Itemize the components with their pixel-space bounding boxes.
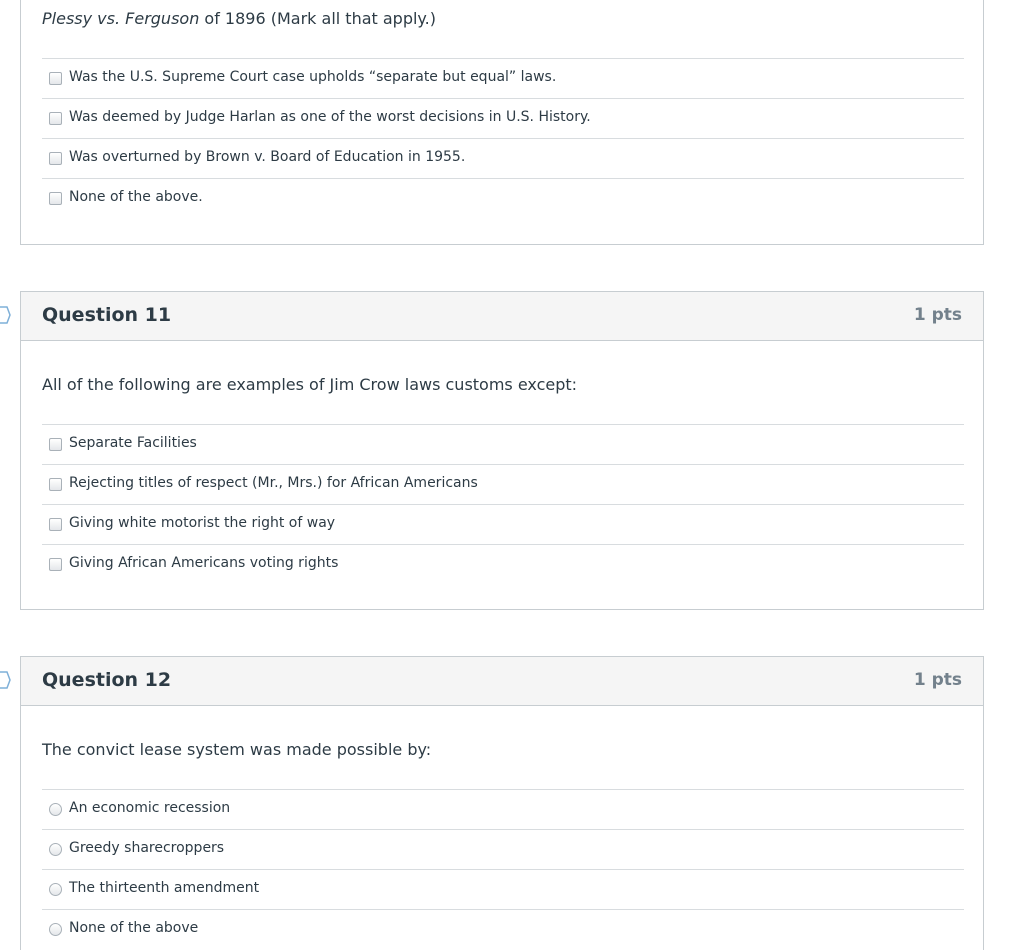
answer-option[interactable] [42,464,964,504]
checkbox-icon[interactable] [49,112,62,125]
answer-label[interactable]: Rejecting titles of respect (Mr., Mrs.) for African Americans [69,475,478,491]
radio-icon[interactable] [49,803,62,816]
question-12-header [21,657,983,706]
answer-option[interactable] [42,544,964,584]
question-10-answers [42,58,964,218]
question-12-points: 1 pts [913,670,962,690]
checkbox-icon[interactable] [49,438,62,451]
checkbox-icon[interactable] [49,518,62,531]
radio-icon[interactable] [49,843,62,856]
question-12-card [20,656,984,950]
answer-label[interactable]: Giving white motorist the right of way [69,515,336,531]
question-11-answers [42,424,964,584]
answer-label[interactable]: Was the U.S. Supreme Court case upholds “separate but equal” laws. [69,69,557,85]
question-10-text-italic: Plessy vs. Ferguson [42,9,200,28]
answer-label[interactable]: Greedy sharecroppers [69,840,225,856]
answer-label[interactable]: Giving African Americans voting rights [69,555,339,571]
answer-label[interactable]: None of the above [69,920,199,936]
answer-option[interactable] [42,789,964,829]
answer-option[interactable] [42,869,964,909]
question-11-text: All of the following are examples of Jim Crow laws customs except: [42,375,578,394]
radio-icon[interactable] [49,923,62,936]
answer-option[interactable] [42,98,964,138]
question-12-answers [42,789,964,949]
answer-option[interactable] [42,504,964,544]
question-10-text [42,9,436,28]
answer-label[interactable]: None of the above. [69,189,203,205]
question-11-title: Question 11 [42,304,172,326]
answer-label[interactable]: Was deemed by Judge Harlan as one of the worst decisions in U.S. History. [69,109,591,125]
question-12-text: The convict lease system was made possible by: [42,740,432,759]
answer-option[interactable] [42,424,964,464]
answer-option[interactable] [42,829,964,869]
checkbox-icon[interactable] [49,152,62,165]
question-11-header [21,292,983,341]
radio-icon[interactable] [49,883,62,896]
flag-icon[interactable] [0,306,11,324]
checkbox-icon[interactable] [49,478,62,491]
question-12-title: Question 12 [42,669,172,691]
question-10-text-rest: of 1896 (Mark all that apply.) [199,9,436,28]
answer-label[interactable]: An economic recession [69,800,231,816]
checkbox-icon[interactable] [49,558,62,571]
flag-icon[interactable] [0,671,11,689]
question-11-card [20,291,984,610]
answer-option[interactable] [42,909,964,949]
answer-option[interactable] [42,138,964,178]
checkbox-icon[interactable] [49,72,62,85]
question-11-points: 1 pts [913,305,962,325]
checkbox-icon[interactable] [49,192,62,205]
question-10-card [20,0,984,245]
answer-label[interactable]: Was overturned by Brown v. Board of Education in 1955. [69,149,466,165]
answer-option[interactable] [42,58,964,98]
answer-label[interactable]: The thirteenth amendment [69,880,260,896]
answer-label[interactable]: Separate Facilities [69,435,197,451]
answer-option[interactable] [42,178,964,218]
